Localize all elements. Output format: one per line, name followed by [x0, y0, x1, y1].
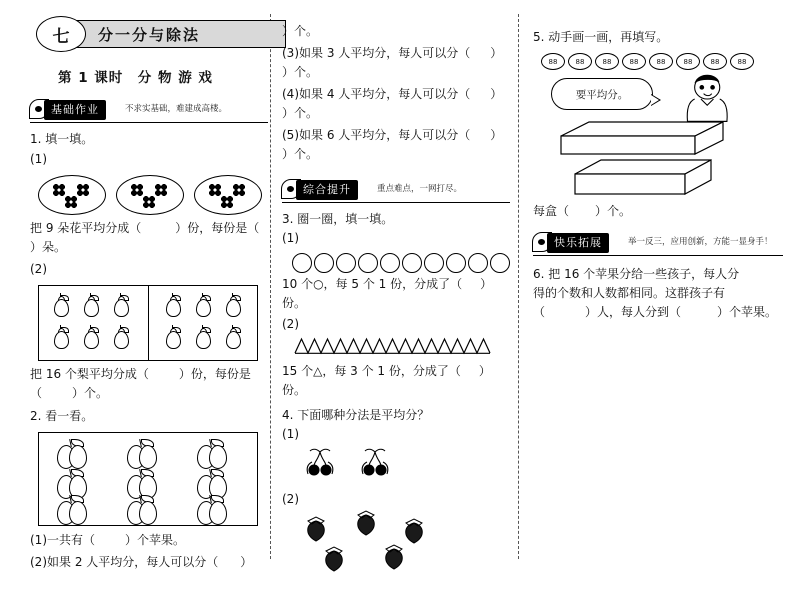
q1-1-text-a: 把 9 朵花平均分成（ [30, 221, 142, 235]
speech-bubble-text: 要平均分。 [575, 88, 629, 101]
column-middle [278, 0, 513, 569]
q1-2-text-c-line [30, 384, 268, 403]
q1-2-text-a: 把 16 个梨平均分成（ [30, 367, 149, 381]
basic-banner [30, 100, 268, 122]
apple-icon [197, 439, 231, 469]
q1-title: 1. 填一填。 [30, 132, 94, 146]
q3-text: (3)如果 3 人平均分，每人可以分（ [282, 46, 471, 60]
speech-bubble [551, 78, 653, 110]
pear-icon [165, 294, 180, 315]
egg-icon: 88 [541, 53, 565, 70]
pear-icon [113, 326, 128, 347]
q5-line [282, 126, 510, 145]
pear-icon [53, 326, 68, 347]
c2-label: (2) [282, 317, 299, 331]
circle-icon [402, 253, 422, 273]
circle-icon [490, 253, 510, 273]
egg-icon: 88 [703, 53, 727, 70]
lesson-title: 第 1 课时 分 物 游 戏 [58, 70, 213, 86]
basic-sub-label: 不求实基础，难建成高楼。 [125, 104, 228, 114]
egg-icon: 88 [622, 53, 646, 70]
box-answer-line [533, 202, 783, 221]
extension-tag-label: 快乐拓展 [547, 233, 609, 253]
circle-row [292, 253, 510, 273]
egg-icon: 88 [730, 53, 754, 70]
column2-content [282, 22, 510, 587]
q4-b-label: (2) [282, 492, 299, 506]
column-divider-1 [270, 14, 271, 559]
q1-2-text [30, 365, 268, 384]
pear-icon [113, 294, 128, 315]
cherry-groups [292, 444, 510, 488]
c1-end: ）份。 [282, 277, 493, 310]
chapter-header [36, 16, 284, 52]
q3-paren: ） [490, 46, 503, 60]
leaf-dot-icon [538, 239, 545, 245]
box-drawing [555, 116, 735, 202]
circle-icon [314, 253, 334, 273]
comprehensive-banner [282, 180, 510, 202]
q4-text: (4)如果 4 人平均分，每人可以分（ [282, 87, 471, 101]
q4-title: 4. 下面哪种分法是平均分？ [282, 408, 430, 422]
triangle-row [292, 337, 510, 360]
q5-paren: ） [490, 128, 503, 142]
q2-2-end: ） [240, 555, 253, 569]
boxes-svg [555, 116, 735, 204]
pear-icon [53, 294, 68, 315]
comprehensive-rule [282, 202, 510, 203]
egg-icon: 88 [568, 53, 592, 70]
q1-2-text-c: （ [30, 386, 43, 400]
q5-end: ）个。 [282, 147, 319, 161]
q-circle-title: 3. 圈一圈，填一填。 [282, 212, 394, 226]
q6-line3-a: （ [533, 305, 546, 319]
chapter-number: 七 [36, 16, 86, 52]
pear-icon [165, 326, 180, 347]
flower-oval [38, 175, 106, 215]
c2-end: ）份。 [282, 364, 491, 397]
pear-icon [83, 294, 98, 315]
flower-icon [131, 184, 143, 196]
egg-icon: 88 [595, 53, 619, 70]
q5-text: (5)如果 6 人平均分，每人可以分（ [282, 128, 471, 142]
strawberry-svg [292, 509, 502, 587]
apple-icon [57, 495, 91, 525]
q3-line [282, 44, 510, 63]
basic-tag-label: 基础作业 [44, 100, 106, 120]
c2-line [282, 362, 510, 400]
apple-icon [197, 495, 231, 525]
apple-icon [127, 495, 161, 525]
box-text-b: ）个。 [595, 204, 632, 218]
q1-1-text-c: ）朵。 [30, 240, 67, 254]
q2-1-text: (1)一共有（ [30, 533, 95, 547]
pear-icon [195, 326, 210, 347]
column3-content [533, 28, 783, 322]
strawberry-group [292, 509, 510, 587]
box-text-a: 每盒（ [533, 204, 570, 218]
pear-icon [83, 326, 98, 347]
basic-rule [30, 122, 268, 123]
pear-icon [195, 294, 210, 315]
egg-icon: 88 [676, 53, 700, 70]
triangle-row-svg [292, 337, 497, 355]
c1-line [282, 275, 510, 313]
apple-icon [57, 439, 91, 469]
q4-a-label: (1) [282, 427, 299, 441]
c2-text: 15 个△，每 3 个 1 份，分成了（ [282, 364, 461, 378]
flower-icon [209, 184, 221, 196]
flower-icon [65, 196, 77, 208]
q5-title: 5. 动手画一画，再填写。 [533, 30, 669, 44]
q6-line2: 得的个数和人数都相同。这群孩子有 [533, 286, 726, 300]
extension-sub-label: 举一反三，应用创新，方能一显身手！ [628, 237, 773, 247]
circle-icon [468, 253, 488, 273]
egg-row [541, 53, 783, 70]
pear-box-right [149, 286, 258, 360]
q6-line3 [533, 303, 783, 322]
q2-2-line [30, 553, 268, 572]
circle-icon [380, 253, 400, 273]
circle-icon [292, 253, 312, 273]
leaf-dot-icon [287, 186, 294, 192]
q1-2-text-b: ）份，每份是 [178, 367, 251, 381]
comprehensive-tag-label: 综合提升 [296, 180, 358, 200]
pear-box [38, 285, 258, 361]
circle-icon [446, 253, 466, 273]
circle-icon [424, 253, 444, 273]
c1-text: 10 个○，每 5 个 1 份，分成了（ [282, 277, 463, 291]
flower-icon [233, 184, 245, 196]
q3-end: ）个。 [282, 65, 319, 79]
q4-paren: ） [490, 87, 503, 101]
q1-2-text-d: ）个。 [72, 386, 109, 400]
column-right [525, 0, 783, 569]
pear-icon [225, 294, 240, 315]
q2-cont: ）个。 [282, 24, 319, 38]
q6-line3-c: ）个苹果。 [717, 305, 778, 319]
q1-2-label: (2) [30, 262, 47, 276]
c1-label: (1) [282, 231, 299, 245]
q1-1-text-b: ）份，每份是（ [175, 221, 260, 235]
flower-icon [155, 184, 167, 196]
apple-box [38, 432, 258, 526]
pear-box-left [39, 286, 149, 360]
q4-line [282, 85, 510, 104]
extension-rule [533, 255, 783, 256]
flower-icon [221, 196, 233, 208]
q2-2-text: (2)如果 2 人平均分，每人可以分（ [30, 555, 219, 569]
cherry-svg [292, 444, 502, 488]
circle-icon [358, 253, 378, 273]
chapter-title: 分一分与除法 [98, 26, 201, 44]
flower-oval [194, 175, 262, 215]
q1-1-text [30, 219, 268, 238]
q2-title: 2. 看一看。 [30, 409, 94, 423]
pear-icon [225, 326, 240, 347]
column-left [18, 0, 268, 569]
comprehensive-sub-label: 重点难点，一网打尽。 [377, 184, 463, 194]
flower-oval-row [38, 175, 268, 215]
apple-icon [127, 439, 161, 469]
flower-icon [143, 196, 155, 208]
egg-icon: 88 [649, 53, 673, 70]
q4-end: ）个。 [282, 106, 319, 120]
column-divider-2 [518, 14, 519, 559]
extension-banner [533, 233, 783, 255]
q2-1-line [30, 531, 268, 550]
q2-1-end: ）个苹果。 [125, 533, 186, 547]
circle-icon [336, 253, 356, 273]
flower-icon [53, 184, 65, 196]
q1-1-label: (1) [30, 152, 47, 166]
q6-line1: 6. 把 16 个苹果分给一些孩子，每人分 [533, 267, 740, 281]
flower-oval [116, 175, 184, 215]
q6-line3-b: ）人，每人分到（ [585, 305, 682, 319]
flower-icon [77, 184, 89, 196]
basic-section [30, 100, 268, 572]
leaf-dot-icon [35, 106, 42, 112]
